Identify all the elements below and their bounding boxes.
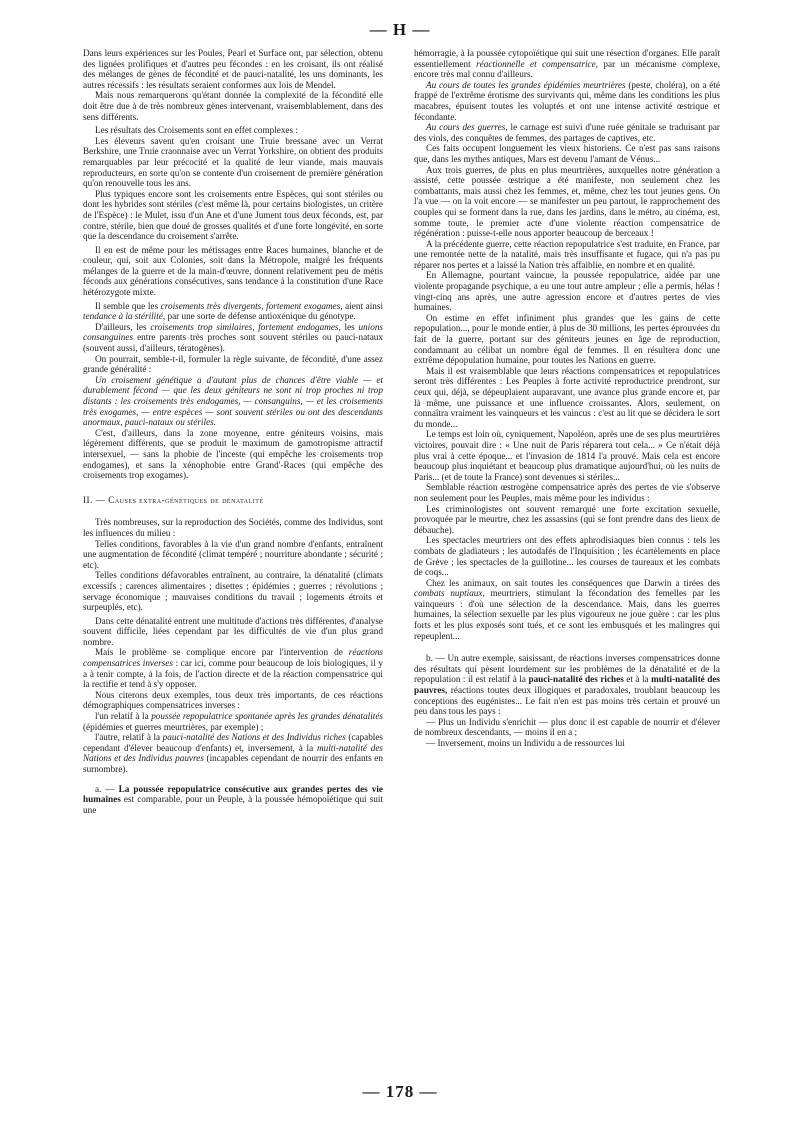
text: l'autre, relatif à la [95,732,163,743]
emphasis: unions consanguines [83,321,383,343]
emphasis: pauci-natalité des Nations et des Individus riches [162,732,346,743]
paragraph [414,48,720,80]
paragraph [83,301,383,322]
paragraph: Mais il est vraisemblable que leurs réactions compensatrices et repopulatrices seront très différentes : Les Peuples à forte activité reproductrice prendront, sur ceux qui, déjà, se dépeuplaient auparavant, une avance plus grande encore et, par là même, une puissance et une influence croissantes. Alors, seulement, on connaîtra vraiment les vainqueurs et les vaincus : c'est au lit que se décidera le sort du monde... [414,365,720,429]
bold-term: pauci-natalité des riches [528,674,624,685]
page-header: — H — [369,20,431,39]
text: et à la [623,674,652,685]
paragraph: — Inversement, moins un Individu a de ressources lui [426,738,625,748]
text: Il semble que les [95,300,161,311]
text: par un mécanisme complexe, encore très mal connu d'ailleurs. [414,58,721,80]
paragraph: C'est, d'ailleurs, dans la zone moyenne, entre géniteurs voisins, mais légèrement différents, que se produit le maximum de gamotropisme attractif intersexuel, — sans la phobie de l'inceste (qui empêche les croisements trop endogames), et sans la xénophobie entre Grand'-Races (qui empêche des croisements trop exogames). [83,427,383,481]
emphasis: poussée repopulatrice spontanée après les grandes dénatalités [151,711,383,722]
text: hémorragie, à la poussée cytopoïétique qui suit une résection d'organes. Elle paraît essentiellement [414,48,720,69]
paragraph: Le temps est loin où, cyniquement, Napoléon, après une de ses plus meurtrières victoires, pouvait dire : « Une nuit de Paris réparera tout cela... » Ce n'était déjà plus vrai à cette époque... et l'invasion de 1814 l'a prouvé. Mais cela est encore beaucoup plus inquiétant et beaucoup plus dramatique aujourd'hui, où les nuits de Paris... (et de toute la France) sont devenues si stériles... [414,429,720,482]
section-title: II. — Causes extra-génétiques de dénatalité [83,494,264,505]
paragraph [414,653,720,717]
text: meurtriers, stimulant la fécondation des femelles par les vainqueurs : d'où une sélection de la descendance. Mais, dans les guerres humaines, la sélection sexuelle par les plus vigoureux ne joue guère : car les plus forts et les plus exposés sont tués, et ce sont les embusqués et les malingres qui repeuplent... [414,588,720,641]
text: (peste, choléra), on a été frappé de l'extrême érotisme des survivants qui, même dans les conditions les plus macabres, épuisent toutes les voluptés et ont une intense activité œstrique et fécondante. [414,79,720,122]
emphasis: réactions compensatrices inverses [83,647,383,669]
paragraph: Mais nous remarquerons qu'étant donnée la complexité de la fécondité elle doit être due à de très nombreux gènes intervenant, vraisemblablement, dans des sens différents. [83,90,383,122]
bold-term: multi-natalité des pauvres, [414,674,720,696]
paragraph [83,711,383,732]
paragraph: Nous citerons deux exemples, tous deux très importants, de ces réactions démographiques compensatrices inverses : [83,689,383,711]
text: l'un relatif à la [95,711,152,722]
paragraph: A la précédente guerre, cette réaction repopulatrice s'est traduite, en France, par une remontée nette de la natalité, mais très insuffisante et fugace, qui n'a pas pu réparer nos pertes et a laissé la Nation très affaiblie, en nombre et en qualité. [414,238,720,270]
text: est comparable, pour un Peuple, à la poussée hémopoïétique qui suit une [83,794,383,815]
emphasis: combats nuptiaux, [414,588,485,599]
paragraph [83,732,383,774]
text: aient ainsi [342,300,383,311]
text: (épidémies et guerres meurtrières, par exemple) ; [83,721,264,732]
paragraph: Les spectacles meurtriers ont des effets aphrodisiaques bien connus : tels les combats de gladiateurs ; les autodafés de l'Inquisition ; les écartèlements en place de Grève ; les spectacles de la guillotine... les courses de taureaux et les combats de coqs... [414,535,720,578]
paragraph: Dans cette dénatalité entrent une multitude d'actions très différentes, d'analyse souvent difficile, liées cependant par les difficultés de vie d'un plus grand nombre. [83,615,383,647]
page-number: — 178 — [362,1082,438,1101]
emphasis: multi-natalité des Nations et des Individus pauvres [83,742,384,764]
paragraph: Il en est de même pour les métissages entre Races humaines, blanche et de couleur, qui, soit aux Colonies, soit dans la Métropole, malgré les fréquents mélanges de la guerre et de la main-d'œuvre, donnent relativement peu de métis féconds aux générations consécutives, sans tendance à la constitution d'une Race hétérozygote mixte. [83,244,383,298]
paragraph [83,647,383,689]
right-column [414,48,720,749]
paragraph: Telles conditions, favorables à la vie d'un grand nombre d'enfants, entraînent une augmentation de fécondité (climat tempéré ; nourriture abondante ; sécurité ; etc). [83,538,383,570]
paragraph [414,80,720,122]
paragraph: Semblable réaction œstrogène compensatrice après des pertes de vie s'observe non seulement pour les Peuples, mais même pour les individus : [414,482,720,503]
text: : car ici, comme pour beaucoup de lois biologiques, il y a à tenir compte, à la fois, de l'action directe et de la réaction compensatrice qui la rectifie et tend à s'y opposer. [83,658,383,690]
text: Mais le problème se complique encore par l'intervention de [95,647,349,658]
paragraph: Ces faits occupent longuement les vieux historiens. Ce n'est pas sans raisons que, dans les mythes antiques, Mars est devenu l'amant de Vénus... [414,143,720,164]
text: a. — [95,783,119,794]
rule-statement: Un croisement génétique a d'autant plus de chances d'être viable — et durablement fécond — que les deux géniteurs ne sont ni trop proches ni trop distants : les croisements très endogames, — consanguins, — et les croisements très exogames, — entre espèces — sont souvent stériles ou ont des descendants anormaux, pauci-nataux ou stériles. [83,374,383,428]
emphasis: réactionnelle et compensatrice, [476,58,598,69]
paragraph: Telles conditions défavorables entraînent, au contraire, la dénatalité (climats excessifs ; carences alimentaires ; disettes ; épidémies ; guerres ; révolutions ; servage économique ; mauvaises conditions du travail ; logements étroits et surpeuplés, etc). [83,570,383,613]
paragraph: Dans leurs expériences sur les Poules, Pearl et Surface ont, par sélection, obtenu des lignées prolifiques et d'autres peu fécondes : en les croisant, ils ont réalisé des mélanges de gènes de fécondité et de pauci-natalité, les uns dominants, les autres récessifs : les résultats seraient conformes aux lois de Mendel. [83,48,383,90]
text: réactions toutes deux illogiques et paradoxales, troublant beaucoup les conceptions des eugénistes... Le fait n'en est pas moins très certain et prouvé un peu dans tous les pays : [414,685,720,717]
text: (capables cependant d'élever beaucoup d'enfants) et, inversement, à la [83,732,384,753]
emphasis: croisements très divergents, fortement exogames, [160,300,343,311]
text: D'ailleurs, les [95,321,151,332]
emphasis: Au cours des guerres, [426,122,508,133]
text: les [340,321,359,332]
paragraph: On estime en effet infiniment plus grandes que les gains de cette repopulation..., pour le monde entier, à plus de 30 millions, les pertes éprouvées du fait de la guerre, portant sur des géniteurs jeunes en âge de reproduction, condamnant au célibat un nombre égal de femmes. Il en résultera donc une extrême dépopulation humaine, pour toutes les Nations en guerre. [414,312,720,366]
emphasis: croisements trop similaires, fortement endogames, [150,321,341,332]
paragraph: Les résultats des Croisements sont en effet complexes : [95,125,298,136]
paragraph: Très nombreuses, sur la reproduction des Sociétés, comme des Individus, sont les influences du milieu : [83,517,383,538]
paragraph: Les criminologistes ont souvent remarqué une forte excitation sexuelle, provoquée par le meurtre, chez les assassins (qui se font prendre dans des lieux de débauche). [414,503,720,535]
text: par une sorte de défense antioxénique du génotype. [165,311,356,322]
paragraph: En Allemagne, pourtant vaincue, la poussée repopulatrice, aidée par une violente propagande psychique, a eu une tout autre ampleur ; elle a permis, hélas ! vingt-cinq ans après, une autre agression encore et d'autres pertes de vies humaines. [414,270,720,313]
left-column [83,48,383,815]
emphasis: Au cours de toutes les grandes épidémies meurtrières [426,79,626,90]
paragraph [414,578,720,642]
paragraph: Aux trois guerres, de plus en plus meurtrières, auxquelles notre génération a assisté, cette poussée œstrique a été manifeste, non seulement chez les combattants, mais aussi chez les femmes, et, même, chez les tout jeunes gens. On l'a vue — on la voit encore — se manifester un peu partout, le rapprochement des couples qui se forment dans la rue, dans les jardins, dans le métro, au cinéma, est, somme toute, le premier acte d'une violente réaction compensatrice de régénération : puisse-t-elle nous apporter beaucoup de berceaux ! [414,164,720,239]
paragraph [83,322,383,354]
paragraph [414,122,720,143]
paragraph [83,784,383,816]
text: (incapables cependant de nourrir des enfants en surnombre). [83,753,383,774]
paragraph: On pourrait, semble-t-il, formuler la règle suivante, de fécondité, d'une assez grande généralité : [83,353,383,375]
paragraph: Plus typiques encore sont les croisements entre Espèces, qui sont stériles ou dont les hybrides sont stériles (c'est même là, pour certains biologistes, un critère de l'Espèce) : le Mulet, issu d'un Ane et d'une Jument tous deux féconds, est, par contre, stérile, bien que doué de grosses qualités et d'une forte longévité, en sorte que la descendance du croisement s'arrête. [83,188,383,242]
text: le carnage est suivi d'une ruée génitale se traduisant par des viols, des conquêtes de femmes, des partages de captives, etc. [414,122,720,143]
text: b. — Un autre exemple, saisissant, de réactions inverses compensatrices donne des résultats qui pèsent lourdement sur les problèmes de la dénatalité et de la repopulation : il est relatif à la [414,653,720,685]
text: Chez les animaux, on sait toutes les conséquences que Darwin a tirées des [426,577,720,588]
paragraph: — Plus un Individu s'enrichit — plus donc il est capable de nourrir et d'élever de nombreux descendants, — moins il en a ; [414,716,720,738]
bold-heading: La poussée repopulatrice consécutive aux grandes pertes des vie humaines [83,783,383,805]
text: entre parents très proches sont souvent stériles ou pauci-nataux (souvent aussi, d'ailleurs, tératogènes). [83,332,383,354]
emphasis: tendance à la stérilité, [83,311,166,322]
paragraph: Les éleveurs savent qu'en croisant une Truie bressane avec un Verrat Berkshire, une Truie craonnaise avec un Verrat Yorkshire, on obtient des produits remarquables par leur précocité et la qualité de leur viande, mais mauvais reproducteurs, en sorte qu'on se contente d'un croisement de première génération qu'on renouvelle tous les ans. [83,135,383,189]
